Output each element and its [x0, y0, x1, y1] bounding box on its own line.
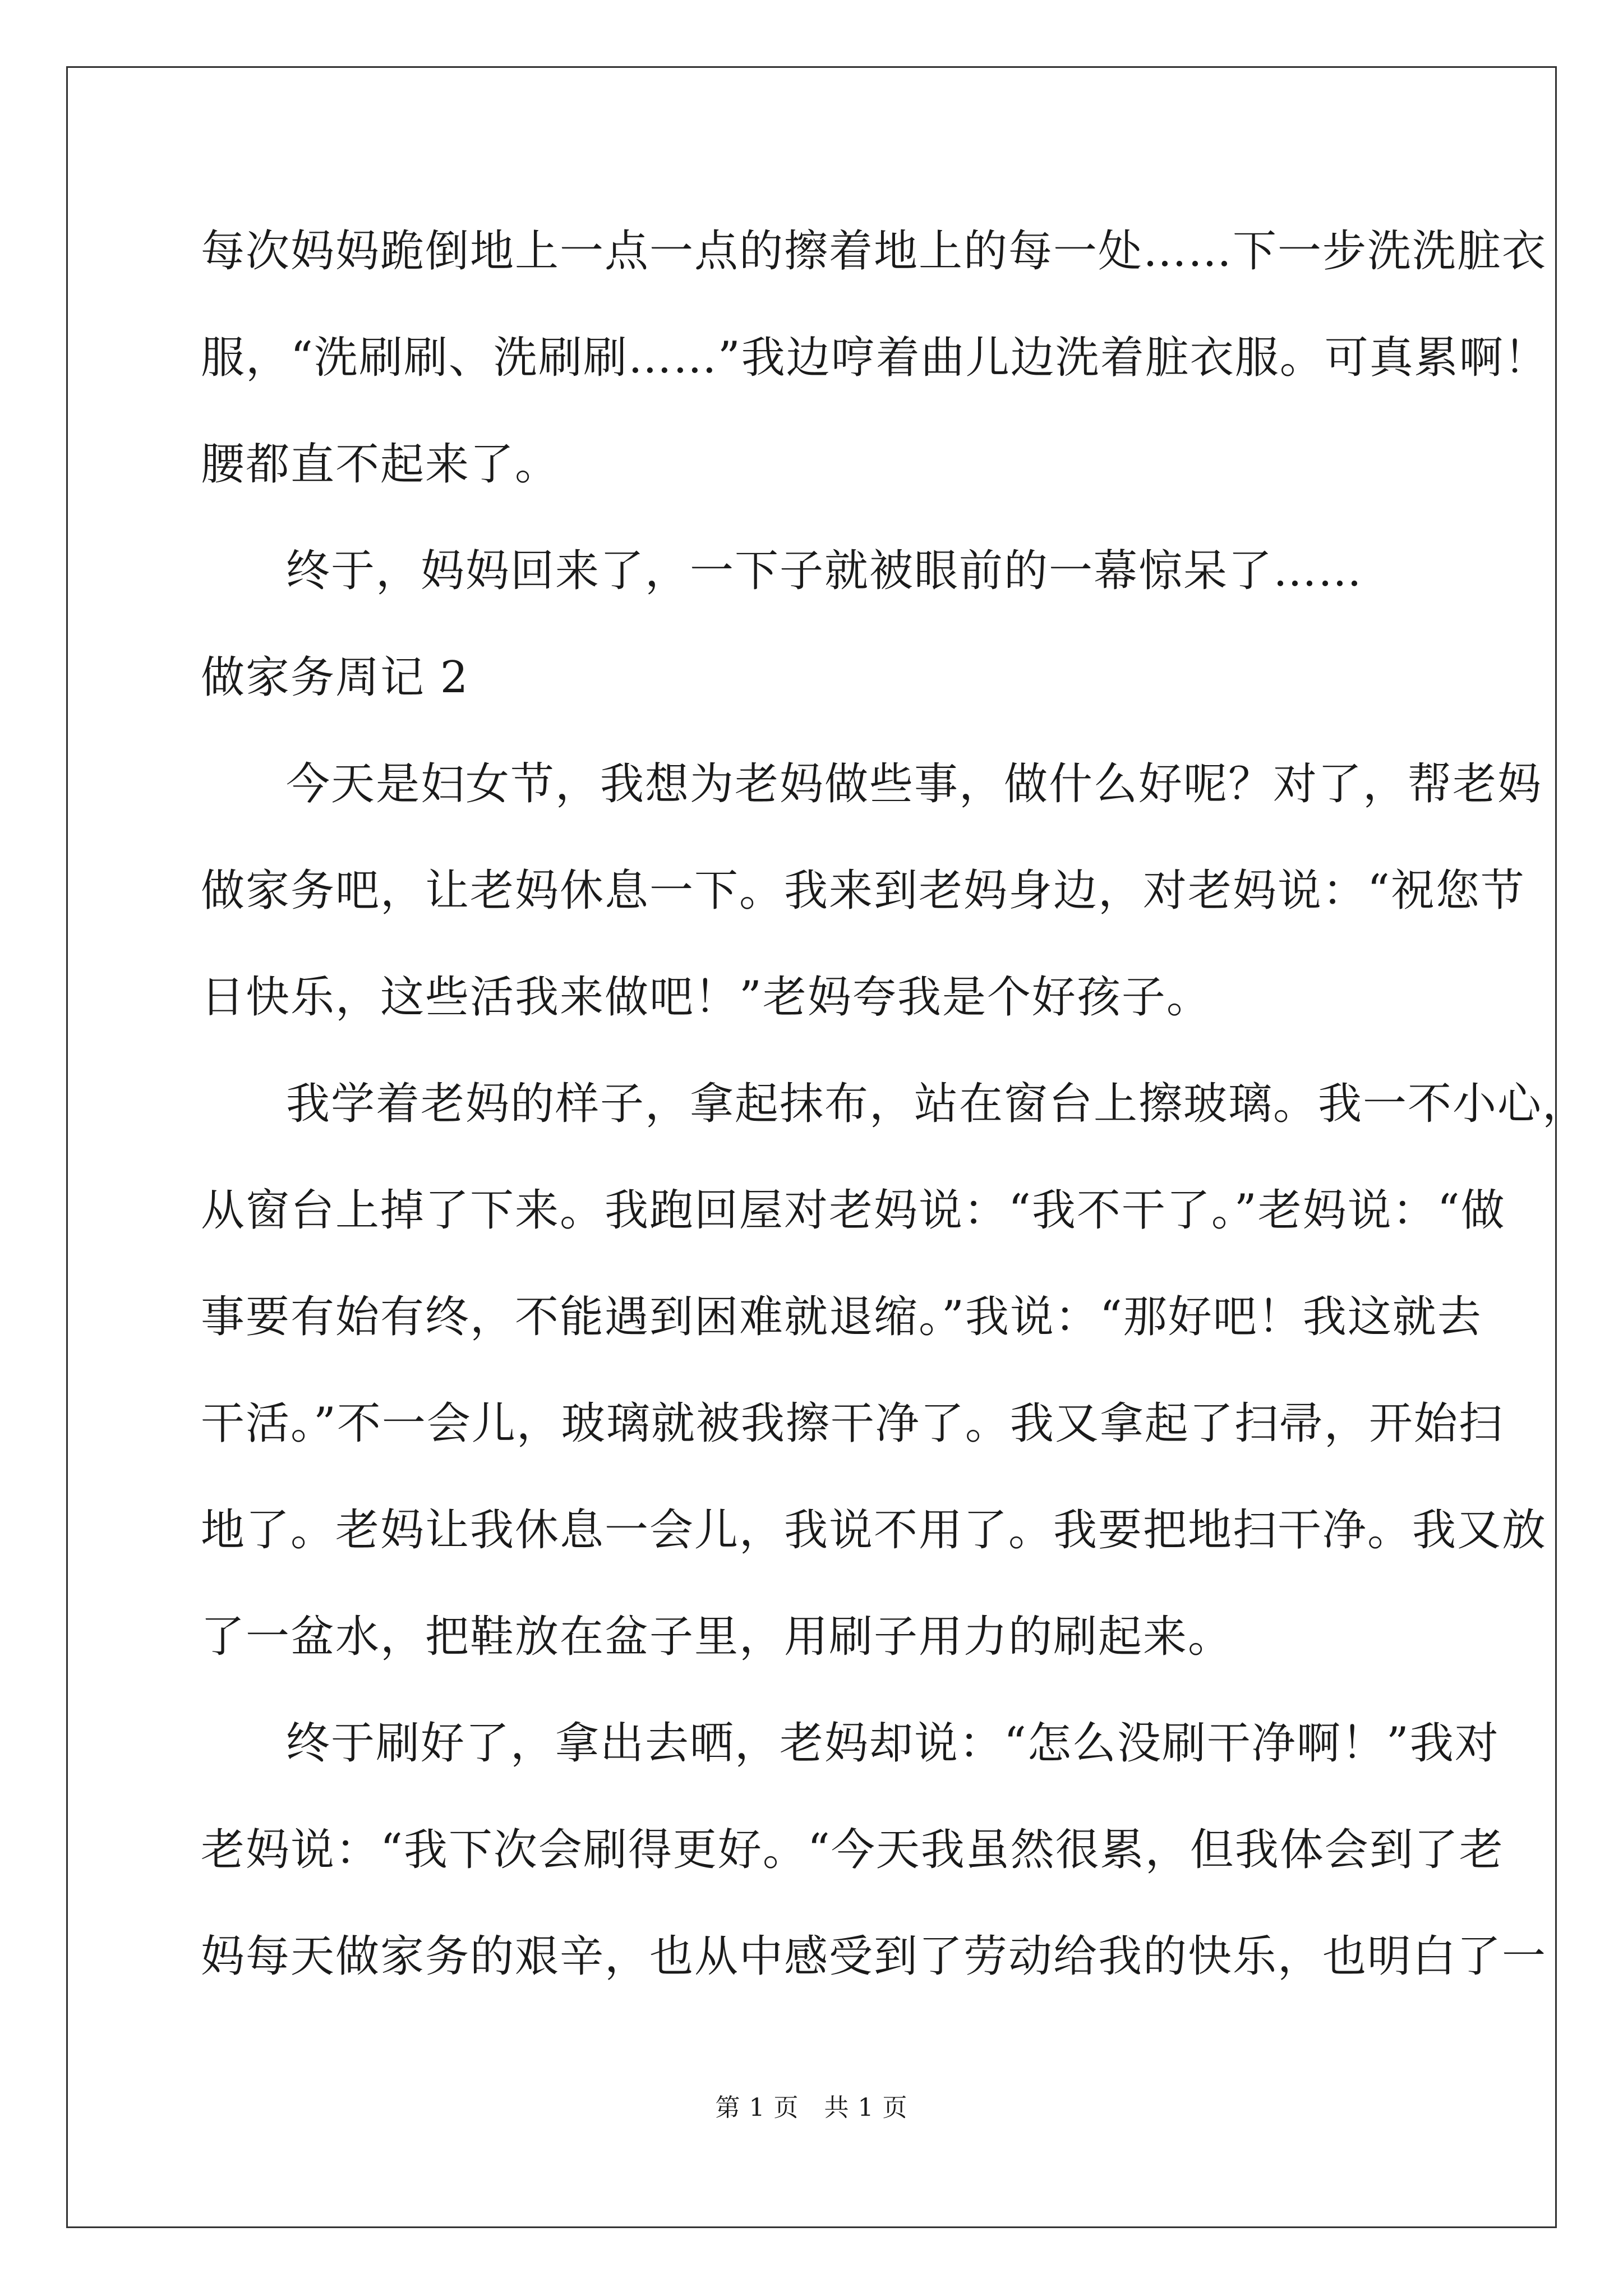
- document-body: [201, 218, 1588, 2030]
- text-line-2: 服，“洗刷刷、洗刷刷……”我边哼着曲儿边洗着脏衣服。可真累啊！: [201, 333, 1549, 383]
- section-heading: 做家务周记 2: [201, 652, 469, 703]
- text-line-8: 日快乐，这些活我来做吧！”老妈夸我是个好孩子。: [201, 972, 1211, 1023]
- text-line-13: 地了。老妈让我休息一会儿，我说不用了。我要把地扫干净。我又放: [201, 1505, 1547, 1556]
- text-line-10: 从窗台上掉了下来。我跑回屋对老妈说：“我不干了。”老妈说：“做: [201, 1185, 1506, 1236]
- text-line-9: 我学着老妈的样子，拿起抹布，站在窗台上擦玻璃。我一不小心，: [286, 1079, 1588, 1129]
- text-line-14: 了一盆水，把鞋放在盆子里，用刷子用力的刷起来。: [201, 1612, 1233, 1662]
- text-line-4: 终于，妈妈回来了，一下子就被眼前的一幕惊呆了……: [286, 546, 1363, 596]
- text-line-7: 做家务吧，让老妈休息一下。我来到老妈身边，对老妈说：“祝您节: [201, 866, 1525, 916]
- text-line-6: 今天是妇女节，我想为老妈做些事，做什么好呢？对了，帮老妈: [286, 759, 1543, 809]
- text-line-1: 每次妈妈跪倒地上一点一点的擦着地上的每一处……下一步洗洗脏衣: [201, 226, 1547, 277]
- text-line-15: 终于刷好了，拿出去晒，老妈却说：“怎么没刷干净啊！”我对: [286, 1718, 1500, 1769]
- page-footer: 第 1 页 共 1 页: [715, 2093, 908, 2122]
- text-line-17: 妈每天做家务的艰辛，也从中感受到了劳动给我的快乐，也明白了一: [201, 1931, 1547, 1982]
- text-line-11: 事要有始有终，不能遇到困难就退缩。”我说：“那好吧！我这就去: [201, 1292, 1482, 1342]
- text-line-3: 腰都直不起来了。: [201, 439, 560, 490]
- text-line-16: 老妈说：“我下次会刷得更好。“今天我虽然很累，但我体会到了老: [201, 1825, 1504, 1875]
- text-line-12: 干活。”不一会儿，玻璃就被我擦干净了。我又拿起了扫帚，开始扫: [201, 1398, 1504, 1449]
